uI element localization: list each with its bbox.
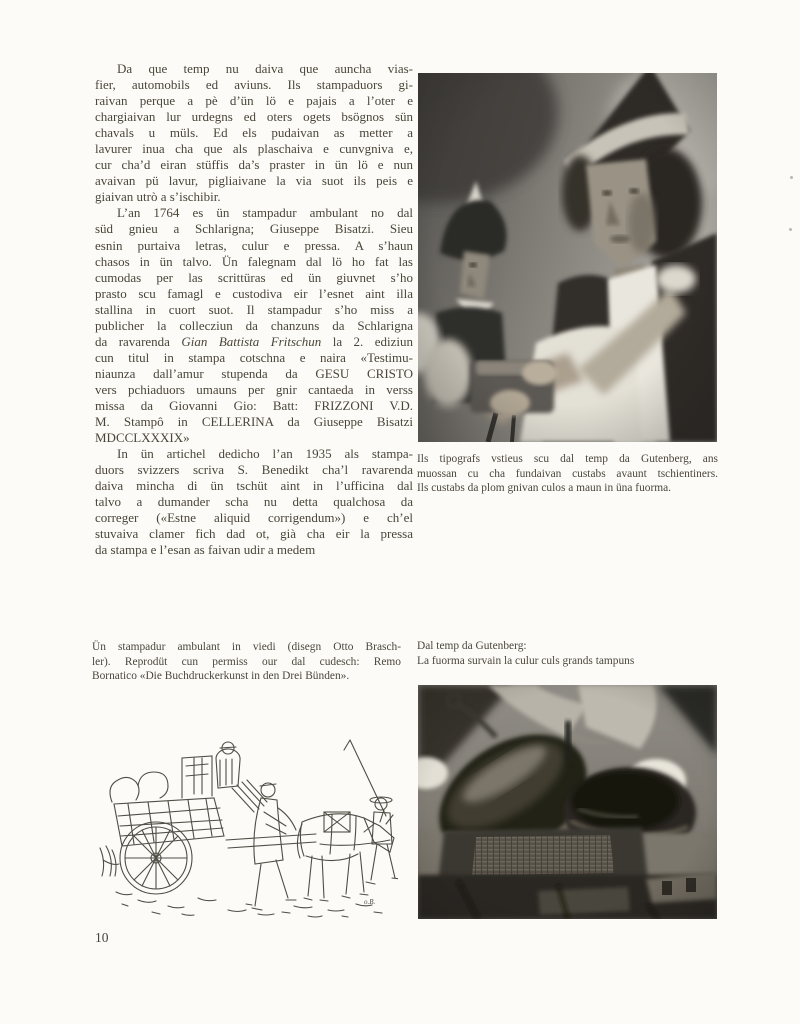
text-line: ler). Reprodüt cun permiss our dal cudesch: Remo <box>92 655 401 668</box>
text-line: raivan perque a pè d’ün lö e pajais a l’oter e <box>95 93 413 109</box>
text-line: cur cha’d eiran stüffis da’s praster in ün lö e nun <box>95 157 413 173</box>
text-line: MDCCLXXXIX» <box>95 430 190 446</box>
text-line: fier, automobils ed aviuns. Ils stampaduors gi- <box>95 77 413 93</box>
text-line: In ün artichel dedicho l’an 1935 als stampa- <box>117 446 413 462</box>
text-line: correger («Estne aliquid corrigendum») e ch’el <box>95 510 413 526</box>
text-line: La fuorma survain la culur culs grands tampuns <box>417 654 635 667</box>
text-line: esnin purtaiva letras, culur e pressa. A s’haun <box>95 237 413 253</box>
text-line: cun titul in stampa cotschna e naira «Testimu- <box>95 349 413 365</box>
scan-speck <box>790 176 793 179</box>
photo-typografs <box>418 73 717 442</box>
text-line: cumodas per las scrittüras ed ün giuvnet s’ho <box>95 269 413 285</box>
text-line: missa da Giovanni Gio: Batt: FRIZZONI V.D. <box>95 397 413 413</box>
text-line: vers pchiaduors umauns per gnir cantaeda in verss <box>95 381 413 397</box>
text-line: muossan cu cha fundaivan custabs avaunt tschientiners. <box>417 467 718 480</box>
page-number: 10 <box>95 930 109 945</box>
text-line: da ravarenda Gian Battista Fritschun la 2. ediziun <box>95 333 413 349</box>
text-line: publicher la collecziun da chanzuns da Schlarigna <box>95 317 413 333</box>
text-line: talvo a dumander scha nu detta qualchosa da <box>95 494 413 510</box>
paragraph <box>92 640 401 684</box>
drawing-image <box>98 728 398 920</box>
text-line: da stampa e l’esan as faivan udir a medem <box>95 542 316 558</box>
paragraph <box>95 446 413 558</box>
text-line: M. Stampô in CELLERINA da Giuseppe Bisatzi <box>95 414 413 430</box>
paragraph <box>95 205 413 446</box>
text-line: giaivan utrò a s’ischibir. <box>95 189 221 205</box>
text-line: stallina in cuort suot. Il stampadur s’ho miss a <box>95 301 413 317</box>
text-line: Ils custabs da plom gnivan culos a maun in üna fuorma. <box>417 482 672 495</box>
text-line: Da que temp nu daiva que auncha vias- <box>117 61 413 76</box>
photo-tampuns-image <box>418 685 717 919</box>
text-line: chavals u müls. Ed els pudaivan as metter a <box>95 125 413 141</box>
paragraph <box>417 639 718 668</box>
scan-speck <box>789 228 792 231</box>
text-line: lavurer inua cha que als plaschaiva e cunvgniva e, <box>95 141 413 157</box>
drawing-stampadur-ambulant <box>98 728 398 920</box>
caption-photo-typografs <box>417 452 718 496</box>
photo-tampuns <box>418 685 717 919</box>
text-line: süd gnieu a Schlarigna; Giuseppe Bisatzi. Sieu <box>95 221 413 237</box>
paragraph <box>95 61 413 205</box>
text-line: chasos in ün talvo. Ün falegnam dal lö ho fat las <box>95 253 413 269</box>
text-line: stuvaiva clamer fich dad ot, già cha eir la pressa <box>95 526 413 542</box>
text-line: avaivan pü lavur, pigliaivane la via suot ils peis e <box>95 173 413 189</box>
text-line: Bornatico «Die Buchdruckerkunst in den Drei Bünden». <box>92 670 350 683</box>
photo-typografs-image <box>418 73 717 442</box>
text-line: niaunza dall’amur stupenda da GESU CRISTO <box>95 365 413 381</box>
text-line: Dal temp da Gutenberg: <box>417 640 527 652</box>
text-line: L’an 1764 es ün stampadur ambulant no dal <box>117 205 413 221</box>
article-text <box>95 61 413 558</box>
text-line: prasto scu famagl e custodiva eir l’esnet aint illa <box>95 285 413 301</box>
text-line: duors svizzers scriva S. Benedikt cha’l ravarenda <box>95 462 413 478</box>
text-line: Ün stampadur ambulant in viedi (disegn Otto Brasch- <box>92 641 401 653</box>
caption-photo-tampuns <box>417 639 718 668</box>
text-line: Ils tipografs vstieus scu dal temp da Gutenberg, ans <box>417 453 718 465</box>
paragraph <box>417 452 718 496</box>
text-line: daiva mincha di ün tschüt aint in l’ufficina dal <box>95 478 413 494</box>
drawing-signature: o.B. <box>364 898 376 906</box>
text-line: chargiaivan lur urdegns ed oters ogets bsögnos sün <box>95 109 413 125</box>
caption-drawing <box>92 640 401 684</box>
